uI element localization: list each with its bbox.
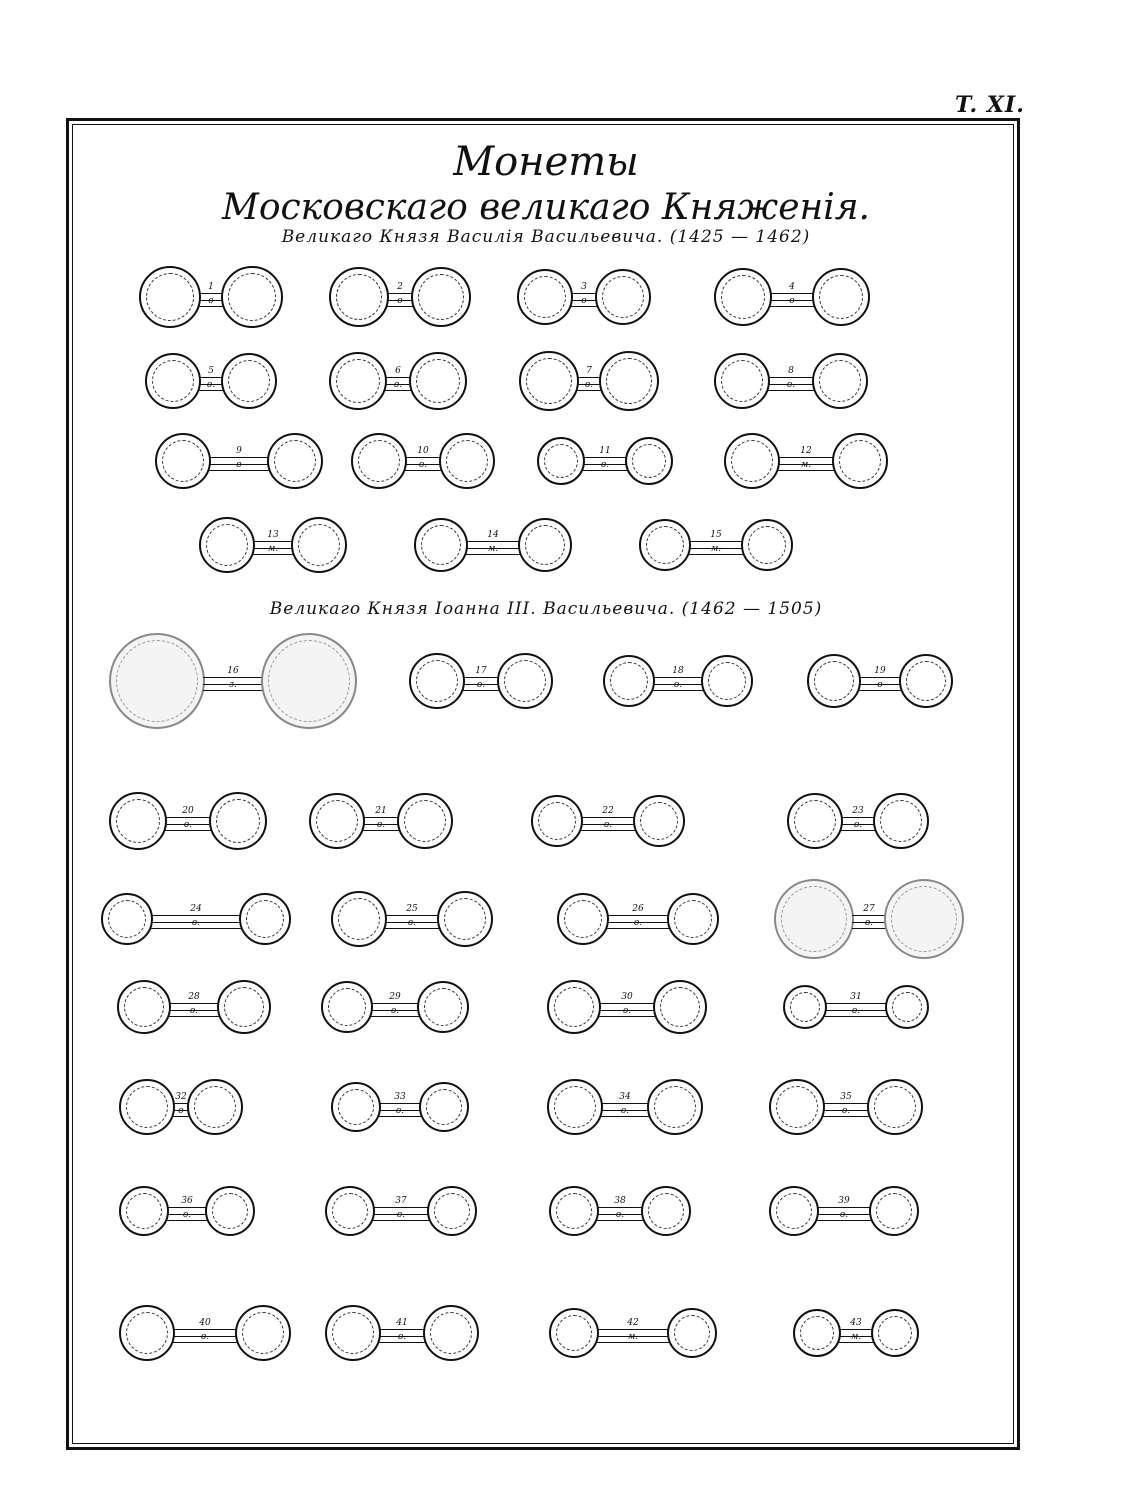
coin-reverse-image [899,654,953,708]
coin-obverse-image [724,433,780,489]
section-heading-ioann: Великаго Князя Іоанна III. Васильевича. (1462 — 1505) [269,599,823,619]
coin-scale-bar [599,992,655,1017]
coin-obverse-image [109,792,167,850]
coin-obverse-image [139,266,201,328]
coin-denomination: о. [182,1210,192,1220]
coin-scale-bar [859,666,901,691]
coin-number: 4 [789,282,795,292]
coin-reverse-image [217,980,271,1034]
coin-number: 42 [627,1318,639,1328]
coin-number: 21 [375,806,387,816]
coin-reverse-image [291,517,347,573]
coin-denomination: о. [620,1106,630,1116]
coin-denomination: м. [487,544,499,554]
coin-obverse-image [329,352,387,410]
coin-scale-bar [817,1196,871,1221]
coin-reverse-image [267,433,323,489]
coin-scale-bar [373,1196,429,1221]
coin-number: 39 [838,1196,850,1206]
coin-reverse-image [595,269,651,325]
coin-number: 11 [599,446,611,456]
coin-scale-bar [363,806,399,831]
coin-row [69,641,1023,721]
coin-number: 2 [397,282,403,292]
coin-reverse-image [221,353,277,409]
coin-obverse-image [119,1079,175,1135]
coin-denomination: о [208,296,214,306]
coin-reverse-image [667,1308,717,1358]
coin-denomination: о. [183,820,193,830]
coin-denomination: м. [267,544,279,554]
coin-scale-bar [151,904,241,929]
coin-number: 29 [389,992,401,1002]
coin-row [69,257,1023,337]
coin-scale-bar [839,1318,873,1343]
coin-obverse-image [714,268,772,326]
coin-row [69,1171,1023,1251]
coin-denomination: м. [710,544,722,554]
coin-number: 18 [672,666,684,676]
coin-scale-bar [852,904,886,929]
coin-reverse-image [235,1305,291,1361]
coin-reverse-image [653,980,707,1034]
coin-number: 40 [199,1318,211,1328]
coin-reverse-image [221,266,283,328]
coin-reverse-image [437,891,493,947]
coin-obverse-image [639,519,691,571]
coin-number: 9 [236,446,242,456]
coin-scale-bar [689,530,743,555]
coin-number: 1 [208,282,214,292]
section-heading-vasily: Великаго Князя Василія Васильевича. (1425 — 1462) [281,227,811,247]
coin-number: 13 [267,530,279,540]
coin-obverse-image [101,893,153,945]
coin-obverse-image [557,893,609,945]
coin-obverse-image [414,518,468,572]
coin-obverse-image [409,653,465,709]
coin-number: 28 [188,992,200,1002]
coin-denomination: о. [633,918,643,928]
coin-scale-bar [173,1318,237,1343]
coin-number: 5 [208,366,214,376]
coin-obverse-image [519,351,579,411]
coin-denomination: о. [851,1006,861,1016]
coin-number: 37 [395,1196,407,1206]
coin-reverse-image [701,655,753,707]
coin-obverse-image [549,1186,599,1236]
coin-reverse-image [209,792,267,850]
coin-denomination: о [397,296,403,306]
coin-reverse-image [869,1186,919,1236]
coin-obverse-image [321,981,373,1033]
coin-scale-bar [825,992,887,1017]
coin-reverse-image [867,1079,923,1135]
coin-obverse-image [145,353,201,409]
coin-denomination: о. [407,918,417,928]
coin-denomination: о. [191,918,201,928]
coin-row [69,1293,1023,1373]
coin-scale-bar [209,446,269,471]
coin-denomination: о [178,1106,184,1116]
coin-scale-bar [387,282,413,307]
coin-scale-bar [571,282,597,307]
coin-obverse-image [325,1186,375,1236]
coin-obverse-image [109,633,205,729]
coin-reverse-image [884,879,964,959]
coin-obverse-image [331,891,387,947]
coin-reverse-image [625,437,673,485]
coin-scale-bar [253,530,293,555]
coin-number: 23 [852,806,864,816]
coin-row [69,505,1023,585]
coin-obverse-image [714,353,770,409]
coin-obverse-image [325,1305,381,1361]
coin-number: 12 [800,446,812,456]
coin-number: 31 [850,992,862,1002]
coin-number: 34 [619,1092,631,1102]
coin-reverse-image [812,268,870,326]
coin-number: 7 [586,366,592,376]
coin-obverse-image [603,655,655,707]
coin-reverse-image [419,1082,469,1132]
coin-number: 20 [182,806,194,816]
coin-number: 15 [710,530,722,540]
coin-denomination: м. [850,1332,862,1342]
plate-subtitle: Московскаго великаго Княженія. [221,187,871,228]
coin-number: 26 [632,904,644,914]
coin-reverse-image [409,352,467,410]
coin-obverse-image [119,1305,175,1361]
coin-obverse-image [547,980,601,1034]
coin-denomination: о. [376,820,386,830]
coin-scale-bar [199,366,223,391]
coin-obverse-image [774,879,854,959]
coin-obverse-image [769,1079,825,1135]
coin-number: 6 [395,366,401,376]
coin-scale-bar [597,1318,669,1343]
coin-number: 10 [417,446,429,456]
coin-number: 33 [394,1092,406,1102]
coin-reverse-image [641,1186,691,1236]
coin-denomination: з. [229,680,237,690]
coin-scale-bar [371,992,419,1017]
coin-scale-bar [607,904,669,929]
coin-number: 17 [475,666,487,676]
coin-scale-bar [379,1318,425,1343]
coin-reverse-image [205,1186,255,1236]
coin-number: 14 [487,530,499,540]
coin-obverse-image [793,1309,841,1357]
coin-denomination: м. [800,460,812,470]
coin-number: 41 [396,1318,408,1328]
coin-denomination: о [789,296,795,306]
coin-number: 25 [406,904,418,914]
coin-denomination: о. [600,460,610,470]
coin-reverse-image [261,633,357,729]
plate-number: T. XI. [955,92,1025,118]
coin-obverse-image [351,433,407,489]
coin-scale-bar [167,1196,207,1221]
coin-scale-bar [165,806,211,831]
coin-denomination: о. [397,1332,407,1342]
coin-row [69,1067,1023,1147]
coin-scale-bar [601,1092,649,1117]
coin-row [69,421,1023,501]
coin-number: 36 [181,1196,193,1206]
coin-number: 19 [874,666,886,676]
coin-scale-bar [203,666,263,691]
coin-scale-bar [577,366,601,391]
coin-reverse-image [647,1079,703,1135]
coin-number: 16 [227,666,239,676]
coin-obverse-image [531,795,583,847]
coin-scale-bar [405,446,441,471]
coin-denomination: о. [839,1210,849,1220]
coin-obverse-image [309,793,365,849]
coin-obverse-image [119,1186,169,1236]
coin-scale-bar [385,366,411,391]
coin-denomination: о. [853,820,863,830]
coin-denomination: о. [841,1106,851,1116]
coin-denomination: о. [615,1210,625,1220]
coin-reverse-image [812,353,868,409]
coin-denomination: о. [395,1106,405,1116]
coin-scale-bar [379,1092,421,1117]
coin-row [69,781,1023,861]
coin-denomination: о. [786,380,796,390]
coin-denomination: о. [584,380,594,390]
coin-denomination: о. [200,1332,210,1342]
coin-number: 3 [581,282,587,292]
coin-obverse-image [517,269,573,325]
coin-reverse-image [411,267,471,327]
plate-title: Монеты [453,139,639,185]
coin-reverse-image [633,795,685,847]
coin-obverse-image [117,980,171,1034]
coin-reverse-image [873,793,929,849]
coin-reverse-image [497,653,553,709]
coin-denomination: о. [393,380,403,390]
coin-reverse-image [885,985,929,1029]
coin-obverse-image [787,793,843,849]
coin-denomination: о [581,296,587,306]
coin-number: 32 [175,1092,187,1102]
coin-reverse-image [599,351,659,411]
coin-scale-bar [169,992,219,1017]
coin-reverse-image [439,433,495,489]
coin-row [69,879,1023,959]
coin-scale-bar [823,1092,869,1117]
coin-number: 27 [863,904,875,914]
coin-scale-bar [583,446,627,471]
coin-scale-bar [466,530,520,555]
coin-denomination: о. [396,1210,406,1220]
coin-row [69,341,1023,421]
coin-scale-bar [581,806,635,831]
coin-number: 22 [602,806,614,816]
coin-reverse-image [423,1305,479,1361]
coin-reverse-image [417,981,469,1033]
coin-reverse-image [518,518,572,572]
coin-denomination: о. [418,460,428,470]
coin-obverse-image [331,1082,381,1132]
coin-row [69,967,1023,1047]
coin-scale-bar [841,806,875,831]
coin-obverse-image [549,1308,599,1358]
coin-obverse-image [329,267,389,327]
coin-scale-bar [199,282,223,307]
coin-obverse-image [547,1079,603,1135]
coin-obverse-image [769,1186,819,1236]
coin-denomination: о. [476,680,486,690]
coin-scale-bar [768,366,814,391]
coin-number: 8 [788,366,794,376]
coin-scale-bar [778,446,834,471]
coin-reverse-image [871,1309,919,1357]
coin-denomination: о [877,680,883,690]
coin-denomination: о. [390,1006,400,1016]
coin-reverse-image [427,1186,477,1236]
coin-obverse-image [807,654,861,708]
coin-obverse-image [155,433,211,489]
coin-scale-bar [463,666,499,691]
coin-scale-bar [385,904,439,929]
coin-reverse-image [397,793,453,849]
coin-denomination: о. [603,820,613,830]
coin-obverse-image [537,437,585,485]
coin-number: 30 [621,992,633,1002]
coin-obverse-image [199,517,255,573]
coin-number: 24 [190,904,202,914]
coin-denomination: о. [206,380,216,390]
coin-reverse-image [239,893,291,945]
coin-scale-bar [653,666,703,691]
coin-denomination: м. [627,1332,639,1342]
coin-denomination: о. [189,1006,199,1016]
coin-denomination: о. [622,1006,632,1016]
coin-scale-bar [770,282,814,307]
coin-reverse-image [187,1079,243,1135]
coin-denomination: о. [673,680,683,690]
coin-reverse-image [667,893,719,945]
coin-number: 35 [840,1092,852,1102]
coin-scale-bar [597,1196,643,1221]
plate-frame [66,118,1020,1450]
coin-obverse-image [783,985,827,1029]
coin-reverse-image [741,519,793,571]
coin-number: 43 [850,1318,862,1328]
coin-reverse-image [832,433,888,489]
coin-number: 38 [614,1196,626,1206]
coin-denomination: о [236,460,242,470]
coin-denomination: о. [864,918,874,928]
